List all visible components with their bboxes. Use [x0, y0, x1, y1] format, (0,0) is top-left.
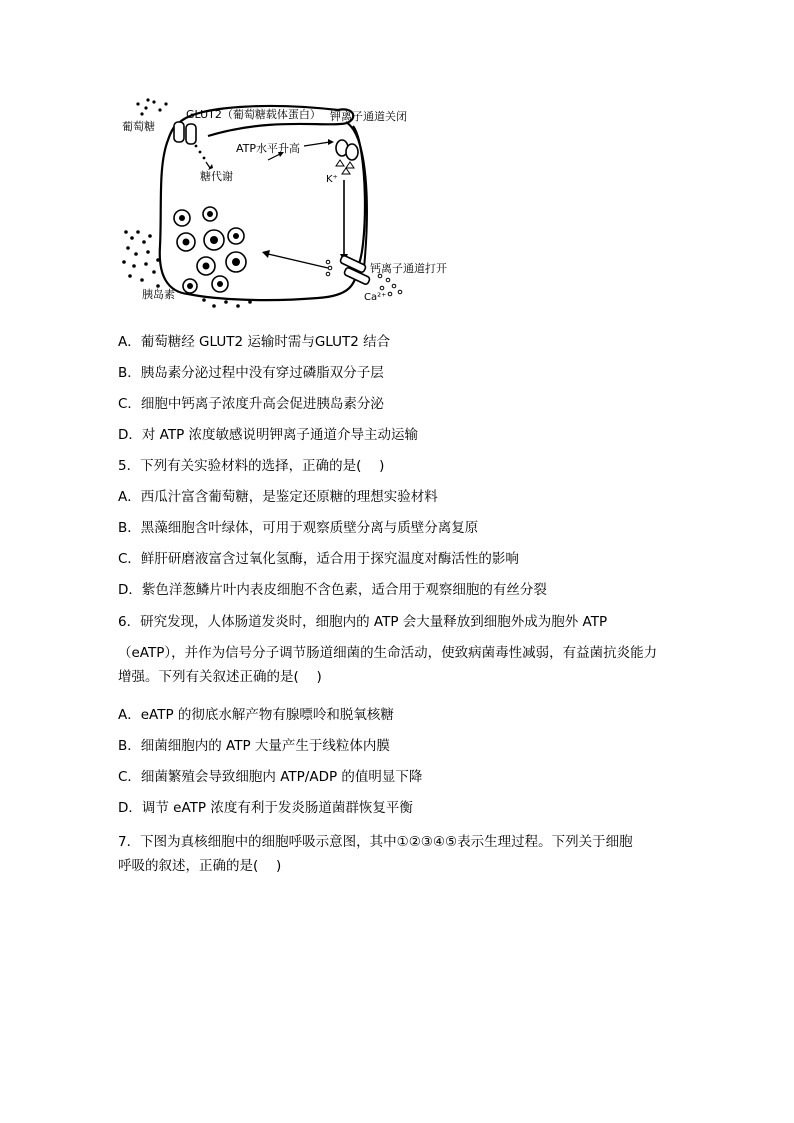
q6-stem-line2: （eATP），并作为信号分子调节肠道细菌的生命活动，使致病菌毒性减弱，有益菌抗炎能力 [118, 645, 658, 661]
q6-stem-line1: 6．研究发现，人体肠道发炎时，细胞内的 ATP 会大量释放到细胞外成为胞外 ATP [118, 614, 608, 630]
glucose-label: 葡萄糖 [122, 120, 155, 133]
insulin-label: 胰岛素 [142, 288, 175, 301]
glut2-transporter [174, 122, 184, 142]
q4-option-b: B．胰岛素分泌过程中没有穿过磷脂双分子层 [118, 365, 384, 381]
q6-option-d: D．调节 eATP 浓度有利于发炎肠道菌群恢复平衡 [118, 800, 413, 816]
insulin-vesicles [174, 207, 246, 293]
q5-option-b: B．黑藻细胞含叶绿体，可用于观察质壁分离与质壁分离复原 [118, 520, 479, 536]
q5-option-c: C．鲜肝研磨液富含过氧化氢酶，适合用于探究温度对酶活性的影响 [118, 551, 519, 567]
q4-option-c: C．细胞中钙离子浓度升高会促进胰岛素分泌 [118, 396, 384, 412]
q6-stem-line3: 增强。下列有关叙述正确的是( ) [118, 669, 322, 685]
q7-stem-line1: 7．下图为真核细胞中的细胞呼吸示意图，其中①②③④⑤表示生理过程。下列关于细胞 [118, 834, 633, 850]
ca-channel-label: 钙离子通道打开 [370, 262, 447, 275]
k-ion-label: K⁺ [326, 174, 338, 185]
q5-stem: 5．下列有关实验材料的选择，正确的是( ) [118, 458, 385, 474]
k-channel [336, 140, 358, 174]
q6-option-a: A．eATP 的彻底水解产物有腺嘌呤和脱氧核糖 [118, 707, 394, 723]
k-channel-label: 钾离子通道关闭 [330, 110, 407, 123]
q6-option-b: B．细菌细胞内的 ATP 大量产生于线粒体内膜 [118, 738, 390, 754]
glut2-label: GLUT2（葡萄糖载体蛋白） [186, 108, 321, 121]
q5-option-d: D．紫色洋葱鳞片叶内表皮细胞不含色素，适合用于观察细胞的有丝分裂 [118, 582, 547, 598]
q6-option-c: C．细菌繁殖会导致细胞内 ATP/ADP 的值明显下降 [118, 769, 423, 785]
ca-ion-label: Ca²⁺ [364, 292, 387, 303]
q4-option-a: A．葡萄糖经 GLUT2 运输时需与GLUT2 结合 [118, 334, 391, 350]
beta-cell-diagram [118, 96, 478, 310]
q7-stem-line2: 呼吸的叙述，正确的是( ) [118, 858, 282, 874]
metabolism-label: 糖代谢 [200, 170, 233, 183]
q5-option-a: A．西瓜汁富含葡萄糖，是鉴定还原糖的理想实验材料 [118, 489, 438, 505]
glucose-dots [136, 98, 167, 115]
q4-option-d: D．对 ATP 浓度敏感说明钾离子通道介导主动运输 [118, 427, 419, 443]
atp-label: ATP水平升高 [236, 142, 301, 155]
